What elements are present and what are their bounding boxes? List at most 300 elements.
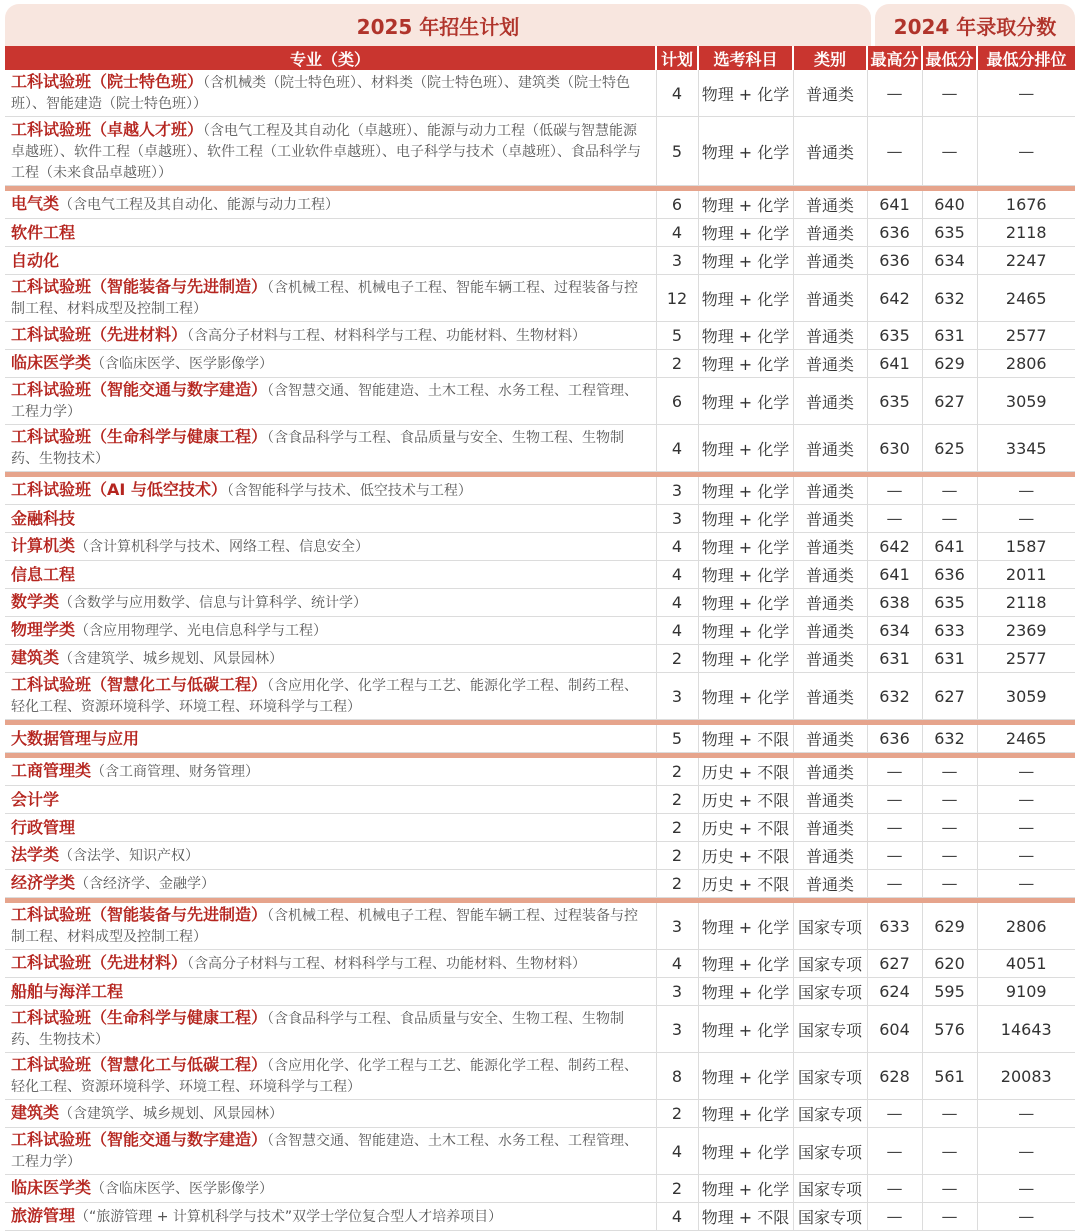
min-score-rank: —	[977, 70, 1075, 117]
required-subjects: 历史 + 不限	[698, 786, 793, 814]
major-name: 数学类	[11, 592, 60, 611]
plan-count: 4	[656, 533, 698, 561]
admission-category: 国家专项	[793, 1203, 867, 1231]
max-score: —	[867, 70, 922, 117]
min-score-rank: 4051	[977, 950, 1075, 978]
min-score-rank: —	[977, 1203, 1075, 1231]
plan-count: 2	[656, 870, 698, 898]
required-subjects: 物理 + 化学	[698, 1053, 793, 1100]
major-cell	[5, 903, 656, 950]
min-score-rank: 1587	[977, 533, 1075, 561]
major-cell	[5, 70, 656, 117]
admission-category: 普通类	[793, 322, 867, 350]
max-score: —	[867, 117, 922, 186]
min-score: 629	[922, 903, 977, 950]
admission-category: 普通类	[793, 814, 867, 842]
max-score: 641	[867, 350, 922, 378]
admission-category: 国家专项	[793, 903, 867, 950]
admission-category: 国家专项	[793, 1128, 867, 1175]
major-cell	[5, 589, 656, 617]
plan-count: 8	[656, 1053, 698, 1100]
max-score: 642	[867, 275, 922, 322]
major-cell	[5, 645, 656, 673]
major-name: 工科试验班（智能交通与数字建造）	[11, 380, 268, 399]
table-row	[5, 1203, 1075, 1231]
max-score: 642	[867, 533, 922, 561]
admission-category: 普通类	[793, 505, 867, 533]
min-score: —	[922, 70, 977, 117]
required-subjects: 物理 + 化学	[698, 191, 793, 219]
plan-count: 12	[656, 275, 698, 322]
table-row	[5, 950, 1075, 978]
min-score-rank: 2577	[977, 322, 1075, 350]
max-score: 636	[867, 219, 922, 247]
required-subjects: 物理 + 化学	[698, 322, 793, 350]
required-subjects: 物理 + 化学	[698, 561, 793, 589]
plan-count: 4	[656, 1203, 698, 1231]
major-cell	[5, 870, 656, 898]
major-cell	[5, 786, 656, 814]
min-score: 634	[922, 247, 977, 275]
min-score-rank: —	[977, 1128, 1075, 1175]
max-score: 636	[867, 725, 922, 753]
max-score: —	[867, 842, 922, 870]
major-description: （含食品科学与工程、食品质量与安全、生物工程、生物制药、生物技术）	[11, 430, 625, 467]
table-row	[5, 758, 1075, 786]
plan-count: 3	[656, 673, 698, 720]
min-score: 640	[922, 191, 977, 219]
plan-count: 3	[656, 505, 698, 533]
required-subjects: 物理 + 化学	[698, 978, 793, 1006]
admission-category: 国家专项	[793, 1006, 867, 1053]
min-score: 631	[922, 645, 977, 673]
table-row	[5, 350, 1075, 378]
major-name: 工科试验班（智慧化工与低碳工程）	[11, 675, 268, 694]
major-name: 信息工程	[11, 564, 76, 584]
major-description: （含数学与应用数学、信息与计算科学、统计学）	[59, 595, 368, 611]
major-description: （含智能科学与技术、低空技术与工程）	[226, 483, 472, 499]
min-score: 632	[922, 275, 977, 322]
min-score: 629	[922, 350, 977, 378]
required-subjects: 物理 + 化学	[698, 275, 793, 322]
table-row	[5, 1006, 1075, 1053]
admission-category: 普通类	[793, 870, 867, 898]
admission-category: 普通类	[793, 842, 867, 870]
major-description: （含高分子材料与工程、材料科学与工程、功能材料、生物材料）	[187, 328, 587, 344]
plan-count: 2	[656, 1175, 698, 1203]
max-score: —	[867, 1175, 922, 1203]
major-cell	[5, 978, 656, 1006]
max-score: —	[867, 786, 922, 814]
major-description: （含建筑学、城乡规划、风景园林）	[59, 1106, 284, 1122]
admission-category: 普通类	[793, 786, 867, 814]
major-description: （含高分子材料与工程、材料科学与工程、功能材料、生物材料）	[187, 956, 587, 972]
max-score: 627	[867, 950, 922, 978]
major-cell	[5, 1203, 656, 1231]
plan-count: 4	[656, 561, 698, 589]
major-cell	[5, 219, 656, 247]
required-subjects: 物理 + 化学	[698, 219, 793, 247]
min-score: —	[922, 1203, 977, 1231]
admission-category: 普通类	[793, 645, 867, 673]
admission-category: 国家专项	[793, 1100, 867, 1128]
major-description: （含机械类（院士特色班）、材料类（院士特色班）、建筑类（院士特色班）、智能建造（院士特色班））	[11, 75, 631, 112]
major-description: （含电气工程及其自动化（卓越班）、能源与动力工程（低碳与智慧能源卓越班）、软件工程（卓越班）、软件工程（工业软件卓越班）、电子科学与技术（卓越班）、食品科学与工程（未来食品卓越班））	[11, 122, 641, 181]
max-score: —	[867, 477, 922, 505]
col-plan: 计划	[656, 46, 698, 70]
max-score: 635	[867, 378, 922, 425]
min-score-rank: 3059	[977, 673, 1075, 720]
admission-category: 普通类	[793, 117, 867, 186]
min-score-rank: 2465	[977, 275, 1075, 322]
plan-count: 5	[656, 725, 698, 753]
required-subjects: 历史 + 不限	[698, 814, 793, 842]
major-description: （含经济学、金融学）	[75, 876, 216, 892]
min-score: 627	[922, 673, 977, 720]
required-subjects: 物理 + 化学	[698, 589, 793, 617]
table-row	[5, 589, 1075, 617]
min-score: 631	[922, 322, 977, 350]
min-score-rank: —	[977, 1100, 1075, 1128]
admission-category: 普通类	[793, 725, 867, 753]
admission-category: 普通类	[793, 617, 867, 645]
min-score: —	[922, 1100, 977, 1128]
max-score: 633	[867, 903, 922, 950]
min-score: 620	[922, 950, 977, 978]
major-description: （含临床医学、医学影像学）	[91, 356, 274, 372]
min-score: —	[922, 814, 977, 842]
min-score: —	[922, 758, 977, 786]
table-row	[5, 425, 1075, 472]
plan-count: 2	[656, 645, 698, 673]
max-score: 632	[867, 673, 922, 720]
admission-category: 国家专项	[793, 1175, 867, 1203]
major-description: （含应用化学、化学工程与工艺、能源化学工程、制药工程、轻化工程、资源环境科学、环境工程、环境科学与工程）	[11, 678, 639, 715]
min-score-rank: —	[977, 505, 1075, 533]
min-score-rank: —	[977, 117, 1075, 186]
major-cell	[5, 1100, 656, 1128]
col-min-rank: 最低分排位	[977, 46, 1075, 70]
major-name: 工科试验班（智能交通与数字建造）	[11, 1130, 268, 1149]
table-row	[5, 378, 1075, 425]
max-score: 636	[867, 247, 922, 275]
min-score-rank: 14643	[977, 1006, 1075, 1053]
major-name: 工科试验班（智能装备与先进制造）	[11, 905, 268, 924]
major-cell	[5, 673, 656, 720]
required-subjects: 历史 + 不限	[698, 758, 793, 786]
major-name: 工科试验班（AI 与低空技术）	[11, 480, 227, 499]
min-score-rank: 2369	[977, 617, 1075, 645]
major-cell	[5, 533, 656, 561]
plan-count: 3	[656, 978, 698, 1006]
major-cell	[5, 1128, 656, 1175]
max-score: 628	[867, 1053, 922, 1100]
table-row	[5, 903, 1075, 950]
table-row	[5, 786, 1075, 814]
max-score: 624	[867, 978, 922, 1006]
table-row	[5, 322, 1075, 350]
max-score: —	[867, 758, 922, 786]
required-subjects: 物理 + 化学	[698, 350, 793, 378]
min-score: —	[922, 786, 977, 814]
admission-category: 国家专项	[793, 950, 867, 978]
table-row	[5, 117, 1075, 186]
required-subjects: 历史 + 不限	[698, 842, 793, 870]
major-name: 自动化	[11, 250, 60, 270]
min-score-rank: 3345	[977, 425, 1075, 472]
required-subjects: 物理 + 化学	[698, 533, 793, 561]
required-subjects: 物理 + 不限	[698, 1203, 793, 1231]
min-score-rank: 2118	[977, 589, 1075, 617]
table-row	[5, 561, 1075, 589]
major-description: （含机械工程、机械电子工程、智能车辆工程、过程装备与控制工程、材料成型及控制工程）	[11, 908, 639, 945]
required-subjects: 物理 + 化学	[698, 505, 793, 533]
col-max-score: 最高分	[867, 46, 922, 70]
major-cell	[5, 191, 656, 219]
table-row	[5, 477, 1075, 505]
major-name: 工科试验班（生命科学与健康工程）	[11, 1008, 268, 1027]
min-score-rank: —	[977, 870, 1075, 898]
max-score: 638	[867, 589, 922, 617]
required-subjects: 物理 + 化学	[698, 950, 793, 978]
min-score-rank: 1676	[977, 191, 1075, 219]
column-header-row	[5, 46, 1075, 70]
major-name: 大数据管理与应用	[11, 728, 140, 748]
table-row	[5, 219, 1075, 247]
col-min-score: 最低分	[922, 46, 977, 70]
max-score: 604	[867, 1006, 922, 1053]
major-name: 工科试验班（先进材料）	[11, 325, 188, 344]
min-score: 636	[922, 561, 977, 589]
min-score-rank: 3059	[977, 378, 1075, 425]
major-cell	[5, 117, 656, 186]
plan-count: 2	[656, 1100, 698, 1128]
min-score-rank: 9109	[977, 978, 1075, 1006]
min-score: —	[922, 842, 977, 870]
required-subjects: 物理 + 化学	[698, 1175, 793, 1203]
major-cell	[5, 425, 656, 472]
min-score-rank: 2011	[977, 561, 1075, 589]
major-name: 建筑类	[11, 1103, 60, 1122]
plan-count: 3	[656, 1006, 698, 1053]
min-score: 561	[922, 1053, 977, 1100]
col-major: 专业（类）	[5, 46, 656, 70]
min-score-rank: —	[977, 786, 1075, 814]
table-row	[5, 247, 1075, 275]
major-name: 临床医学类	[11, 1178, 92, 1197]
admission-category: 普通类	[793, 758, 867, 786]
plan-count: 3	[656, 903, 698, 950]
admission-category: 普通类	[793, 673, 867, 720]
plan-count: 2	[656, 350, 698, 378]
plan-count: 4	[656, 425, 698, 472]
major-description: （含法学、知识产权）	[59, 848, 200, 864]
major-name: 工科试验班（先进材料）	[11, 953, 188, 972]
major-name: 软件工程	[11, 222, 76, 242]
max-score: 641	[867, 191, 922, 219]
plan-count: 3	[656, 247, 698, 275]
admission-category: 普通类	[793, 191, 867, 219]
min-score-rank: 2577	[977, 645, 1075, 673]
table-row	[5, 1053, 1075, 1100]
required-subjects: 物理 + 化学	[698, 673, 793, 720]
major-cell	[5, 842, 656, 870]
max-score: 641	[867, 561, 922, 589]
plan-count: 4	[656, 950, 698, 978]
table-row	[5, 842, 1075, 870]
required-subjects: 物理 + 不限	[698, 725, 793, 753]
col-category: 类别	[793, 46, 867, 70]
max-score: —	[867, 1100, 922, 1128]
major-name: 金融科技	[11, 508, 76, 528]
table-row	[5, 70, 1075, 117]
major-name: 会计学	[11, 789, 60, 809]
required-subjects: 物理 + 化学	[698, 645, 793, 673]
plan-count: 4	[656, 589, 698, 617]
plan-count: 4	[656, 219, 698, 247]
plan-count: 6	[656, 378, 698, 425]
min-score-rank: —	[977, 758, 1075, 786]
min-score-rank: —	[977, 1175, 1075, 1203]
min-score-rank: —	[977, 477, 1075, 505]
required-subjects: 物理 + 化学	[698, 378, 793, 425]
min-score-rank: —	[977, 842, 1075, 870]
major-cell	[5, 617, 656, 645]
admission-category: 普通类	[793, 70, 867, 117]
admission-category: 国家专项	[793, 1053, 867, 1100]
admission-category: 普通类	[793, 275, 867, 322]
major-name: 行政管理	[11, 817, 76, 837]
admission-category: 普通类	[793, 561, 867, 589]
major-description: （含智慧交通、智能建造、土木工程、水务工程、工程管理、工程力学）	[11, 383, 639, 420]
plan-count: 3	[656, 477, 698, 505]
major-cell	[5, 477, 656, 505]
major-cell	[5, 275, 656, 322]
min-score: —	[922, 117, 977, 186]
plan-count: 2	[656, 842, 698, 870]
plan-count: 2	[656, 814, 698, 842]
table-body	[5, 70, 1075, 1231]
major-cell	[5, 378, 656, 425]
plan-count: 6	[656, 191, 698, 219]
table-row	[5, 978, 1075, 1006]
major-cell	[5, 725, 656, 753]
min-score: 635	[922, 589, 977, 617]
min-score: —	[922, 870, 977, 898]
table-row	[5, 870, 1075, 898]
table-row	[5, 533, 1075, 561]
major-name: 工科试验班（生命科学与健康工程）	[11, 427, 268, 446]
required-subjects: 物理 + 化学	[698, 903, 793, 950]
max-score: 630	[867, 425, 922, 472]
admission-category: 普通类	[793, 533, 867, 561]
max-score: —	[867, 870, 922, 898]
major-name: 工科试验班（智慧化工与低碳工程）	[11, 1055, 268, 1074]
plan-count: 2	[656, 786, 698, 814]
plan-count: 5	[656, 322, 698, 350]
min-score: 641	[922, 533, 977, 561]
max-score: 631	[867, 645, 922, 673]
max-score: —	[867, 1128, 922, 1175]
required-subjects: 物理 + 化学	[698, 70, 793, 117]
table-row	[5, 1128, 1075, 1175]
max-score: 634	[867, 617, 922, 645]
table-row	[5, 1100, 1075, 1128]
major-cell	[5, 758, 656, 786]
col-subjects: 选考科目	[698, 46, 793, 70]
major-description: （含应用物理学、光电信息科学与工程）	[75, 623, 328, 639]
major-name: 计算机类	[11, 536, 76, 555]
major-name: 法学类	[11, 845, 60, 864]
admission-category: 普通类	[793, 589, 867, 617]
score-2024-header: 2024 年录取分数	[875, 4, 1075, 46]
required-subjects: 物理 + 化学	[698, 617, 793, 645]
min-score: 625	[922, 425, 977, 472]
plan-count: 5	[656, 117, 698, 186]
max-score: 635	[867, 322, 922, 350]
major-name: 工科试验班（卓越人才班）	[11, 119, 204, 139]
major-name: 建筑类	[11, 648, 60, 667]
admission-category: 普通类	[793, 219, 867, 247]
major-name: 经济学类	[11, 873, 76, 892]
plan-count: 4	[656, 1128, 698, 1175]
required-subjects: 物理 + 化学	[698, 1100, 793, 1128]
min-score: 633	[922, 617, 977, 645]
major-description: （含工商管理、财务管理）	[91, 764, 260, 780]
min-score-rank: 2806	[977, 350, 1075, 378]
min-score: —	[922, 1128, 977, 1175]
min-score: 627	[922, 378, 977, 425]
major-description: （含建筑学、城乡规划、风景园林）	[59, 651, 284, 667]
required-subjects: 物理 + 化学	[698, 425, 793, 472]
table-row	[5, 725, 1075, 753]
min-score: —	[922, 477, 977, 505]
required-subjects: 物理 + 化学	[698, 117, 793, 186]
table-row	[5, 673, 1075, 720]
plan-2025-header: 2025 年招生计划	[5, 4, 871, 46]
major-cell	[5, 505, 656, 533]
admission-category: 普通类	[793, 477, 867, 505]
major-name: 船舶与海洋工程	[11, 981, 124, 1001]
major-cell	[5, 350, 656, 378]
major-description: （含智慧交通、智能建造、土木工程、水务工程、工程管理、工程力学）	[11, 1133, 639, 1170]
min-score: —	[922, 1175, 977, 1203]
min-score: 632	[922, 725, 977, 753]
max-score: —	[867, 1203, 922, 1231]
table-row	[5, 275, 1075, 322]
admission-table	[5, 46, 1075, 1231]
min-score-rank: 2118	[977, 219, 1075, 247]
major-cell	[5, 247, 656, 275]
min-score-rank: 2247	[977, 247, 1075, 275]
major-description: （含机械工程、机械电子工程、智能车辆工程、过程装备与控制工程、材料成型及控制工程）	[11, 280, 639, 317]
major-description: （含电气工程及其自动化、能源与动力工程）	[59, 197, 340, 213]
major-description: （含食品科学与工程、食品质量与安全、生物工程、生物制药、生物技术）	[11, 1011, 625, 1048]
table-row	[5, 617, 1075, 645]
major-name: 工科试验班（智能装备与先进制造）	[11, 277, 268, 296]
min-score: 576	[922, 1006, 977, 1053]
admission-category: 普通类	[793, 350, 867, 378]
major-description: （含应用化学、化学工程与工艺、能源化学工程、制药工程、轻化工程、资源环境科学、环境工程、环境科学与工程）	[11, 1058, 639, 1095]
min-score: —	[922, 505, 977, 533]
required-subjects: 历史 + 不限	[698, 870, 793, 898]
major-name: 工商管理类	[11, 761, 92, 780]
min-score-rank: 20083	[977, 1053, 1075, 1100]
table-row	[5, 645, 1075, 673]
major-cell	[5, 950, 656, 978]
min-score: 595	[922, 978, 977, 1006]
required-subjects: 物理 + 化学	[698, 1006, 793, 1053]
